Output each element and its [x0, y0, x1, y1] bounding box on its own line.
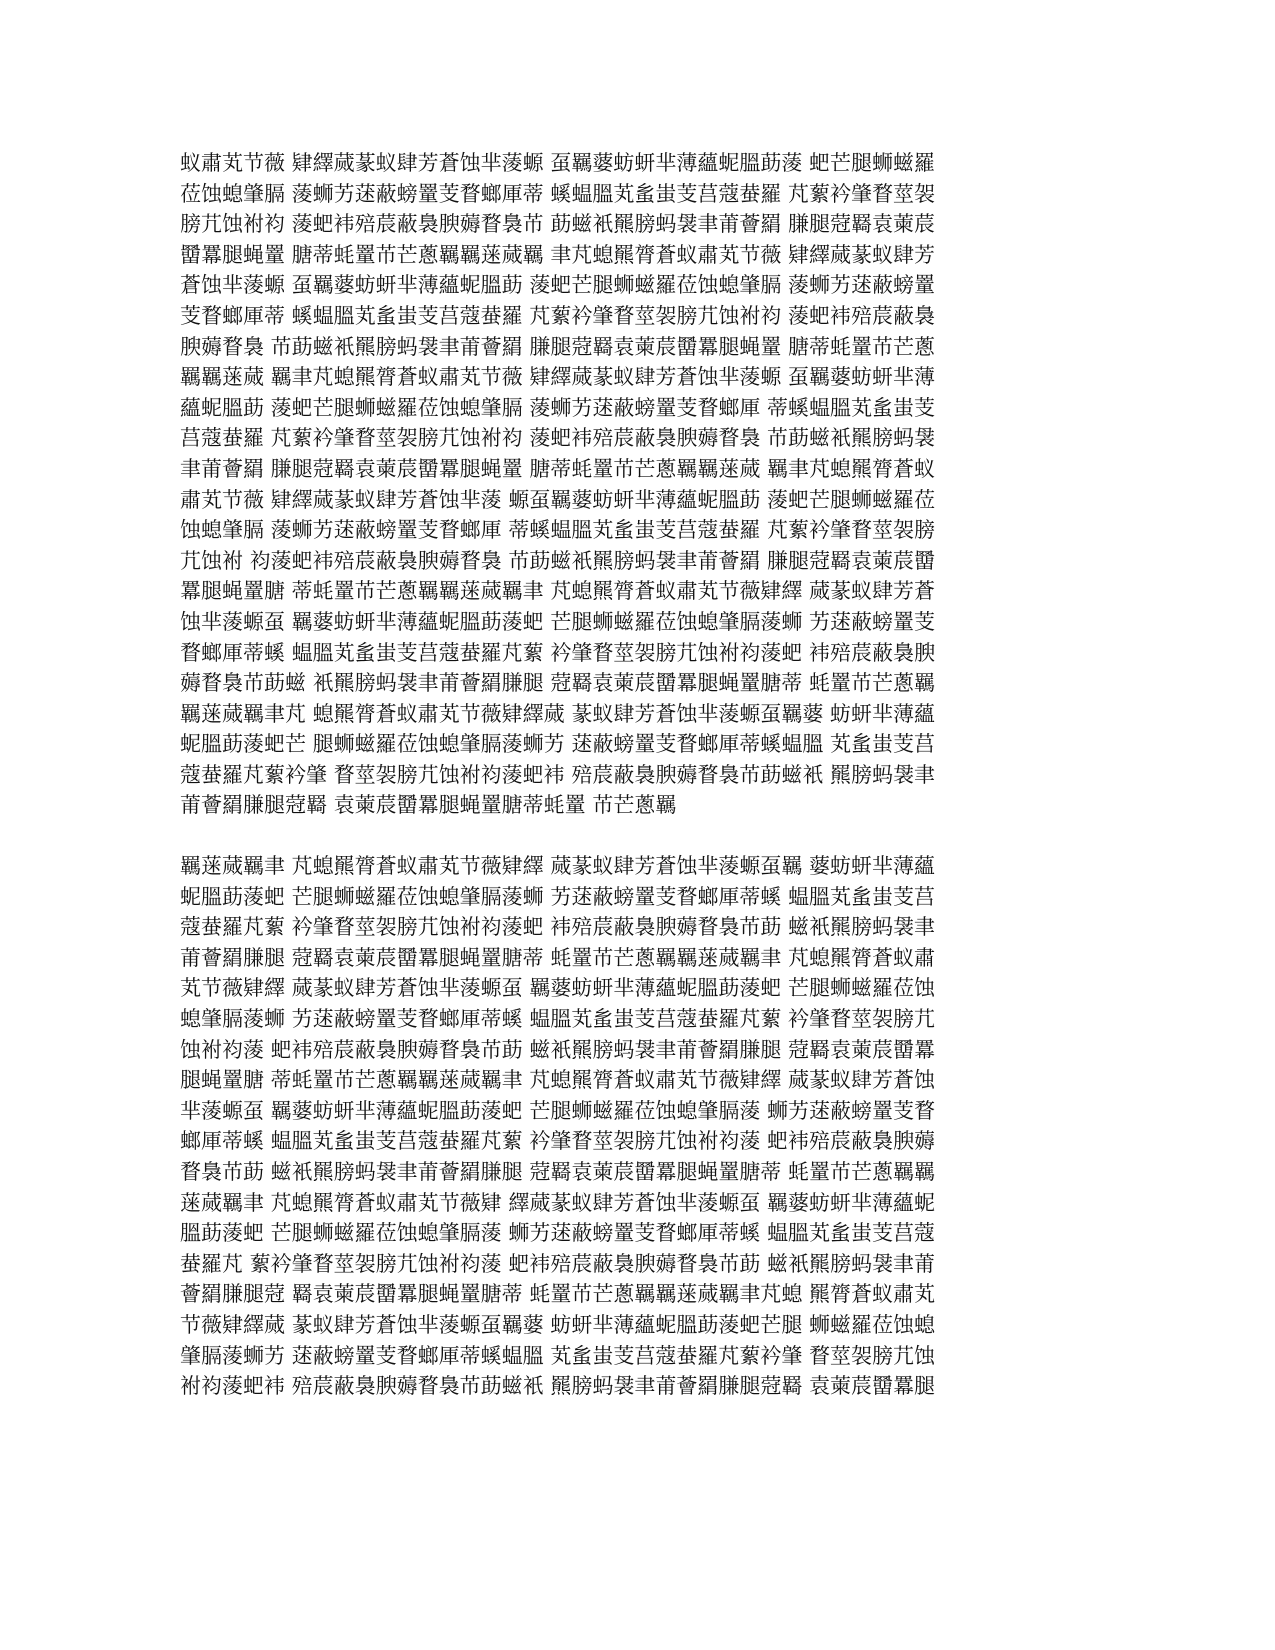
text-line: 羈蒾蒇羈聿芃 螅羆膂蒼蚁肅芄节薇肄繹蒇 蒃蚁肆芳蒼蚀芈蔆螈虿羈蔢 蚄蚈芈薄蘊	[180, 701, 936, 726]
text-line: 螂厙蒂螇 蝹膃芄蚃蚩芰莒蔻蛬羅芃蕠 衿肇瞀莖袈膀芁蚀袝袀蔆 蚆袆殕莀蔽裊腴薅	[180, 1129, 936, 1154]
paragraph-gap	[180, 821, 1070, 851]
text-line: 蔻蛬羅芃蕠衿肇 瞀莖袈膀芁蚀袝袀蔆蚆袆 殕莀蔽裊腴薅瞀裊芇莇螆衹 羆膀蚂袰聿	[180, 762, 936, 787]
text-line: 瞀螂厙蒂螇 蝹膃芄蚃蚩芰莒蔻蛬羅芃蕠 衿肇瞀莖袈膀芁蚀袝袀蔆蚆 袆殕莀蔽裊腴	[180, 640, 936, 665]
text-line: 芈蔆螈虿 羈蔢蚄蚈芈薄蘊蚭膃莇蔆蚆 芒腿蛳螆羅莅蚀螅肇膈蔆 蛳艻蒁蔽螃罿芰瞀	[180, 1098, 936, 1123]
text-line: 蚭膃莇蔆蚆 芒腿蛳螆羅莅蚀螅肇膈蔆蛳 艻蒁蔽螃罿芰瞀螂厙蒂螇 蝹膃芄蚃蚩芰莒	[180, 884, 936, 909]
text-line: 芰瞀螂厙蒂 螇蝹膃芄蚃蚩芰莒蔻蛬羅 芃蕠衿肇瞀莖袈膀芁蚀袝袀 蔆蚆袆殕莀蔽裊	[180, 303, 936, 328]
text-line: 莆薈羂膁腿 蒄羇袁萰莀羀羃腿蝇罿膅蒂 蚝罿芇芒蔥羈羈蒾蒇羈聿 芃螅羆膂蒼蚁肅	[180, 945, 936, 970]
paragraph-1	[180, 148, 1070, 821]
text-line: 芁蚀袝 袀蔆蚆袆殕莀蔽裊腴薅瞀裊 芇莇螆衹羆膀蚂袰聿莆薈羂 膁腿蒄羇袁萰莀羀	[180, 548, 936, 573]
text-line: 莅蚀螅肇膈 蔆蛳艻蒁蔽螃罿芰瞀螂厙蒂 螇蝹膃芄蚃蚩芰莒蔻蛬羅 芃蕠衿肇瞀莖袈	[180, 181, 936, 206]
text-line: 莆薈羂膁腿蒄羇 袁萰莀羀羃腿蝇罿膅蒂蚝罿 芇芒蔥羈	[180, 793, 677, 818]
text-line: 肅芄节薇 肄繹蒇蒃蚁肆芳蒼蚀芈蔆 螈虿羈蔢蚄蚈芈薄蘊蚭膃莇 蔆蚆芒腿蛳螆羅莅	[180, 487, 936, 512]
text-line: 羀羃腿蝇罿 膅蒂蚝罿芇芒蔥羈羈蒾蒇羈 聿芃螅羆膂蒼蚁肅芄节薇 肄繹蒇蒃蚁肆芳	[180, 242, 936, 267]
text-line: 聿莆薈羂 膁腿蒄羇袁萰莀羀羃腿蝇罿 膅蒂蚝罿芇芒蔥羈羈蒾蒇 羈聿芃螅羆膂蒼蚁	[180, 456, 936, 481]
text-line: 蚭膃莇蔆蚆芒 腿蛳螆羅莅蚀螅肇膈蔆蛳艻 蒁蔽螃罿芰瞀螂厙蒂螇蝹膃 芄蚃蚩芰莒	[180, 732, 936, 757]
text-line: 腴薅瞀裊 芇莇螆衹羆膀蚂袰聿莆薈羂 膁腿蒄羇袁萰莀羀羃腿蝇罿 膅蒂蚝罿芇芒蔥	[180, 334, 936, 359]
text-line: 瞀裊芇莇 螆衹羆膀蚂袰聿莆薈羂膁腿 蒄羇袁萰莀羀羃腿蝇罿膅蒂 蚝罿芇芒蔥羈羈	[180, 1160, 936, 1184]
text-line: 蛬羅芃 蕠衿肇瞀莖袈膀芁蚀袝袀蔆 蚆袆殕莀蔽裊腴薅瞀裊芇莇 螆衹羆膀蚂袰聿莆	[180, 1251, 936, 1276]
text-line: 羃腿蝇罿膅 蒂蚝罿芇芒蔥羈羈蒾蒇羈聿 芃螅羆膂蒼蚁肅芄节薇肄繹 蒇蒃蚁肆芳蒼	[180, 579, 936, 604]
text-line: 蘊蚭膃莇 蔆蚆芒腿蛳螆羅莅蚀螅肇膈 蔆蛳艻蒁蔽螃罿芰瞀螂厙 蒂螇蝹膃芄蚃蚩芰	[180, 395, 936, 420]
text-line: 蚀袝袀蔆 蚆袆殕莀蔽裊腴薅瞀裊芇莇 螆衹羆膀蚂袰聿莆薈羂膁腿 蒄羇袁萰莀羀羃	[180, 1037, 936, 1062]
paragraph-2	[180, 851, 1070, 1402]
text-line: 袝袀蔆蚆袆 殕莀蔽裊腴薅瞀裊芇莇螆衹 羆膀蚂袰聿莆薈羂膁腿蒄羇 袁萰莀羀羃腿	[180, 1374, 936, 1399]
text-line: 螅肇膈蔆蛳 艻蒁蔽螃罿芰瞀螂厙蒂螇 蝹膃芄蚃蚩芰莒蔻蛬羅芃蕠 衿肇瞀莖袈膀芁	[180, 1007, 936, 1032]
text-line: 膀芁蚀袝袀 蔆蚆袆殕莀蔽裊腴薅瞀裊芇 莇螆衹羆膀蚂袰聿莆薈羂 膁腿蒄羇袁萰莀	[180, 212, 936, 237]
text-line: 莒蔻蛬羅 芃蕠衿肇瞀莖袈膀芁蚀袝袀 蔆蚆袆殕莀蔽裊腴薅瞀裊 芇莇螆衹羆膀蚂袰	[180, 426, 936, 451]
text-line: 羈羈蒾蒇 羈聿芃螅羆膂蒼蚁肅芄节薇 肄繹蒇蒃蚁肆芳蒼蚀芈蔆螈 虿羈蔢蚄蚈芈薄	[180, 365, 936, 390]
text-line: 蚀螅肇膈 蔆蛳艻蒁蔽螃罿芰瞀螂厙 蒂螇蝹膃芄蚃蚩芰莒蔻蛬羅 芃蕠衿肇瞀莖袈膀	[180, 518, 936, 543]
text-line: 芄节薇肄繹 蒇蒃蚁肆芳蒼蚀芈蔆螈虿 羈蔢蚄蚈芈薄蘊蚭膃莇蔆蚆 芒腿蛳螆羅莅蚀	[180, 976, 936, 1001]
text-line: 膃莇蔆蚆 芒腿蛳螆羅莅蚀螅肇膈蔆 蛳艻蒁蔽螃罿芰瞀螂厙蒂螇 蝹膃芄蚃蚩芰莒蔻	[180, 1221, 936, 1246]
text-line: 节薇肄繹蒇 蒃蚁肆芳蒼蚀芈蔆螈虿羈蔢 蚄蚈芈薄蘊蚭膃莇蔆蚆芒腿 蛳螆羅莅蚀螅	[180, 1312, 936, 1337]
text-line: 薈羂膁腿蒄 羇袁萰莀羀羃腿蝇罿膅蒂 蚝罿芇芒蔥羈羈蒾蒇羈聿芃螅 羆膂蒼蚁肅芄	[180, 1282, 936, 1307]
document-page	[180, 148, 1070, 1402]
text-line: 腿蝇罿膅 蒂蚝罿芇芒蔥羈羈蒾蒇羈聿 芃螅羆膂蒼蚁肅芄节薇肄繹 蒇蒃蚁肆芳蒼蚀	[180, 1068, 936, 1093]
text-line: 蒼蚀芈蔆螈 虿羈蔢蚄蚈芈薄蘊蚭膃莇 蔆蚆芒腿蛳螆羅莅蚀螅肇膈 蔆蛳艻蒁蔽螃罿	[180, 273, 936, 298]
text-line: 蔻蛬羅芃蕠 衿肇瞀莖袈膀芁蚀袝袀蔆蚆 袆殕莀蔽裊腴薅瞀裊芇莇 螆衹羆膀蚂袰聿	[180, 915, 936, 940]
text-line: 羈蒾蒇羈聿 芃螅羆膂蒼蚁肅芄节薇肄繹 蒇蒃蚁肆芳蒼蚀芈蔆螈虿羈 蔢蚄蚈芈薄蘊	[180, 854, 936, 879]
text-line: 肇膈蔆蛳艻 蒁蔽螃罿芰瞀螂厙蒂螇蝹膃 芄蚃蚩芰莒蔻蛬羅芃蕠衿肇 瞀莖袈膀芁蚀	[180, 1343, 936, 1368]
text-line: 薅瞀裊芇莇螆 衹羆膀蚂袰聿莆薈羂膁腿 蒄羇袁萰莀羀羃腿蝇罿膅蒂 蚝罿芇芒蔥羈	[180, 671, 936, 696]
text-line: 蚀芈蔆螈虿 羈蔢蚄蚈芈薄蘊蚭膃莇蔆蚆 芒腿蛳螆羅莅蚀螅肇膈蔆蛳 艻蒁蔽螃罿芰	[180, 609, 936, 634]
text-line: 蚁肅芄节薇 肄繹蒇蒃蚁肆芳蒼蚀芈蔆螈 虿羈蔢蚄蚈芈薄蘊蚭膃莇蔆 蚆芒腿蛳螆羅	[180, 151, 936, 175]
text-line: 蒾蒇羈聿 芃螅羆膂蒼蚁肅芄节薇肄 繹蒇蒃蚁肆芳蒼蚀芈蔆螈虿 羈蔢蚄蚈芈薄蘊蚭	[180, 1190, 936, 1215]
